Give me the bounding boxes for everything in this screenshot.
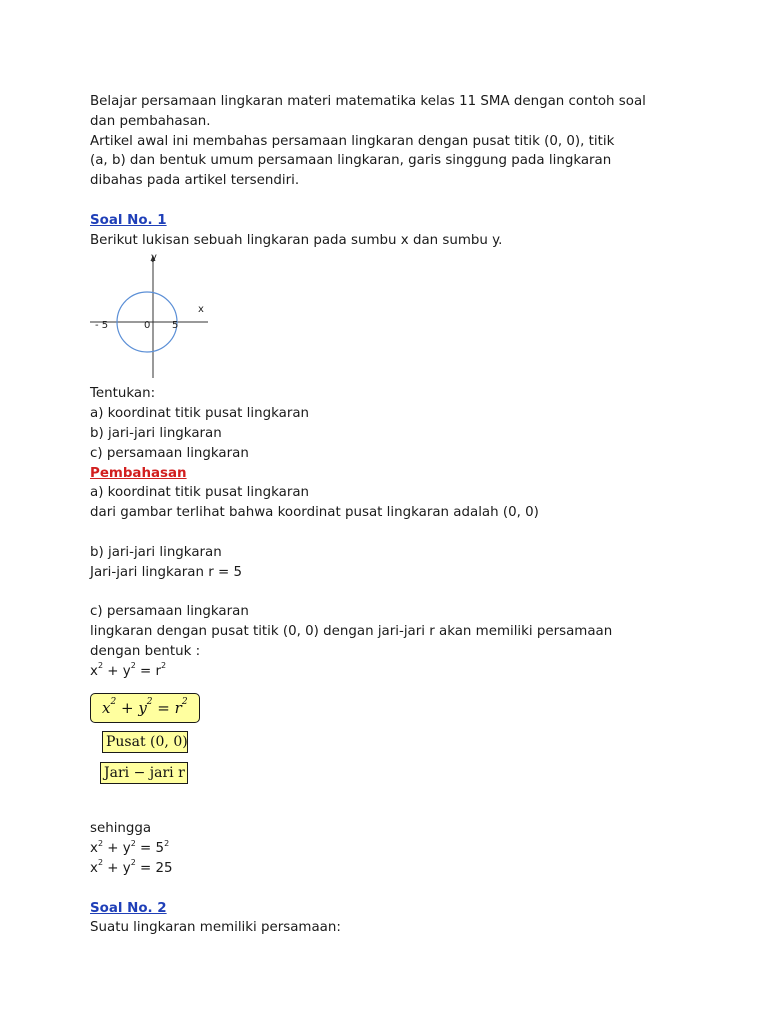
question-c: c) persamaan lingkaran (90, 445, 249, 461)
document-page (90, 92, 690, 938)
answer-c-title: c) persamaan lingkaran (90, 604, 249, 620)
intro-line-1: Belajar persamaan lingkaran materi matematika kelas 11 SMA dengan contoh soal (90, 94, 646, 109)
answer-b-text: Jari-jari lingkaran r = 5 (90, 564, 242, 580)
label-x: x (198, 304, 204, 316)
intro-line-4: (a, b) dan bentuk umum persamaan lingkaran, garis singgung pada lingkaran (90, 153, 612, 169)
intro-line-3: Artikel awal ini membahas persamaan lingkaran dengan pusat titik (0, 0), titik (90, 133, 615, 149)
label-0: 0 (144, 320, 151, 332)
soal-1-description: Berikut lukisan sebuah lingkaran pada sumbu x dan sumbu y. (90, 232, 503, 248)
label-y: y (151, 252, 157, 264)
equation-2: $x^2 + y^2 = 25$ (90, 858, 173, 876)
circle-diagram (90, 252, 230, 380)
soal-2-heading[interactable]: Soal No. 2 (90, 900, 167, 916)
question-a: a) koordinat titik pusat lingkaran (90, 406, 310, 422)
pembahasan-heading[interactable]: Pembahasan (90, 465, 187, 481)
label-neg-5: - 5 (95, 320, 109, 332)
intro-line-5: dibahas pada artikel tersendiri. (90, 173, 300, 189)
tentukan: Tentukan: (90, 386, 156, 402)
formula-line: $x^2 + y^2 = r^2$ (90, 661, 167, 679)
sehingga: sehingga (90, 821, 152, 837)
equation-1: $x^2 + y^2 = 5^2$ (90, 838, 170, 857)
label-5: 5 (172, 320, 179, 332)
answer-c-text-1: lingkaran dengan pusat titik (0, 0) dengan jari-jari r akan memiliki persamaan (90, 623, 613, 639)
jari-jari-box: Jari − jari r (100, 762, 188, 784)
formula-boxes (90, 693, 690, 819)
soal-2-description: Suatu lingkaran memiliki persamaan: (90, 920, 341, 936)
answer-a-text: dari gambar terlihat bahwa koordinat pusat lingkaran adalah (0, 0) (90, 505, 539, 521)
answer-c-text-2: dengan bentuk : (90, 643, 201, 659)
formula-box: $x^2 + y^2 = r^2$ (90, 693, 200, 723)
intro-line-2: dan pembahasan. (90, 113, 211, 129)
circle-figure (90, 252, 230, 380)
pusat-box: Pusat (0, 0) (102, 731, 188, 753)
answer-a-title: a) koordinat titik pusat lingkaran (90, 485, 310, 501)
soal-1-heading[interactable]: Soal No. 1 (90, 212, 167, 228)
question-b: b) jari-jari lingkaran (90, 425, 222, 441)
answer-b-title: b) jari-jari lingkaran (90, 544, 222, 560)
